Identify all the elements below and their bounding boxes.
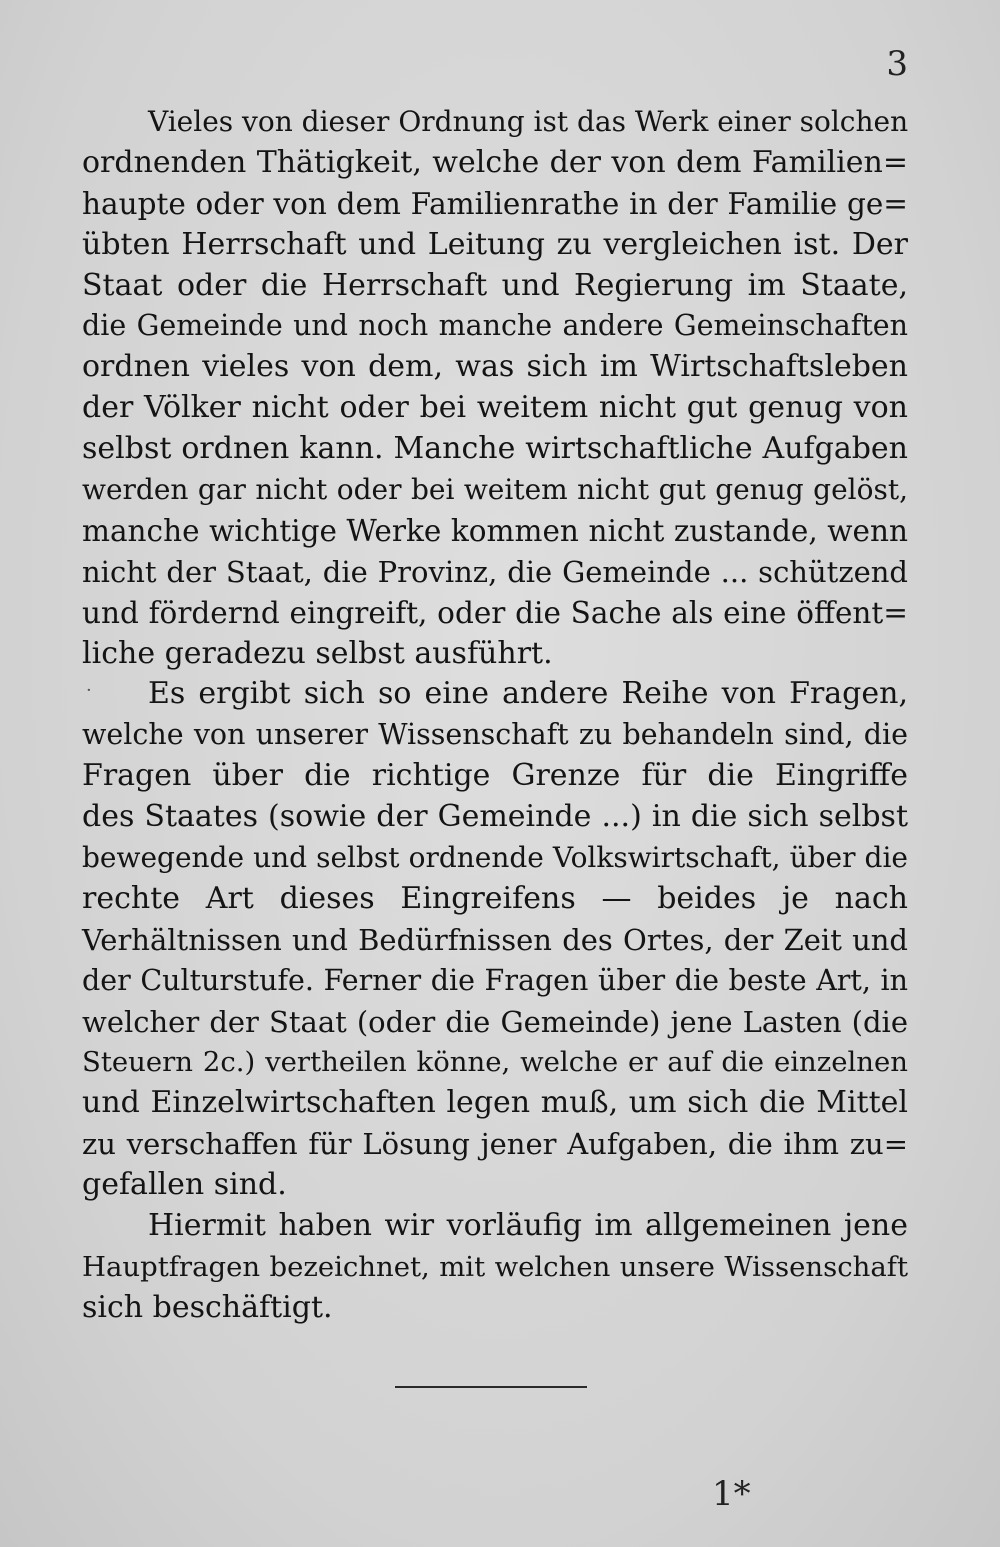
text-line: nicht der Staat, die Provinz, die Gemeinde ... schützend [82, 554, 908, 589]
text-line: werden gar nicht oder bei weitem nicht gut genug gelöst, [82, 473, 908, 507]
text-line: Hauptfragen bezeichnet, mit welchen unsere Wissenschaft [82, 1250, 908, 1283]
text-line: selbst ordnen kann. Manche wirtschaftliche Aufgaben [82, 431, 908, 467]
text-line: liche geradezu selbst ausführt. [82, 635, 553, 671]
text-line: welche von unserer Wissenschaft zu behandeln sind, die [82, 718, 908, 752]
text-line: die Gemeinde und noch manche andere Gemeinschaften [82, 309, 908, 343]
text-line: ordnenden Thätigkeit, welche der von dem Familien= [82, 144, 908, 180]
text-line: Es ergibt sich so eine andere Reihe von Fragen, [148, 676, 908, 712]
text-line: zu verschaffen für Lösung jener Aufgaben, die ihm zu= [82, 1127, 908, 1162]
text-line: der Völker nicht oder bei weitem nicht gut genug von [82, 390, 908, 426]
page-number: 3 [886, 44, 908, 84]
text-line: haupte oder von dem Familienrathe in der Familie ge= [82, 186, 908, 221]
text-line: übten Herrschaft und Leitung zu vergleichen ist. Der [82, 226, 908, 262]
text-line: Vieles von dieser Ordnung ist das Werk einer solchen [148, 105, 909, 138]
text-line: Verhältnissen und Bedürfnissen des Ortes, der Zeit und [82, 922, 908, 957]
text-line: der Culturstufe. Ferner die Fragen über die beste Art, in [82, 963, 908, 997]
text-line: Staat oder die Herrschaft und Regierung im Staate, [82, 267, 908, 303]
text-line: sich beschäftigt. [82, 1289, 333, 1325]
signature-mark: 1* [712, 1474, 751, 1514]
text-line: bewegende und selbst ordnende Volkswirtschaft, über die [82, 841, 908, 875]
text-line: des Staates (sowie der Gemeinde ...) in die sich selbst [82, 799, 908, 835]
text-line: rechte Art dieses Eingreifens — beides je nach [82, 880, 908, 916]
text-line: und fördernd eingreift, oder die Sache als eine öffent= [82, 595, 908, 630]
text-line: Steuern 2c.) vertheilen könne, welche er auf die einzelnen [82, 1046, 908, 1079]
text-line: und Einzelwirtschaften legen muß, um sich die Mittel [82, 1085, 908, 1121]
body-text [82, 102, 908, 1329]
text-line: gefallen sind. [82, 1167, 287, 1203]
section-divider [395, 1386, 587, 1388]
text-line: ordnen vieles von dem, was sich im Wirtschaftsleben [82, 349, 908, 385]
text-line: manche wichtige Werke kommen nicht zustande, wenn [82, 513, 908, 548]
text-line: Fragen über die richtige Grenze für die Eingriffe [82, 758, 908, 794]
text-line: Hiermit haben wir vorläufig im allgemeinen jene [148, 1208, 908, 1244]
text-line: welcher der Staat (oder die Gemeinde) jene Lasten (die [82, 1004, 908, 1039]
margin-dot: · [86, 680, 92, 701]
